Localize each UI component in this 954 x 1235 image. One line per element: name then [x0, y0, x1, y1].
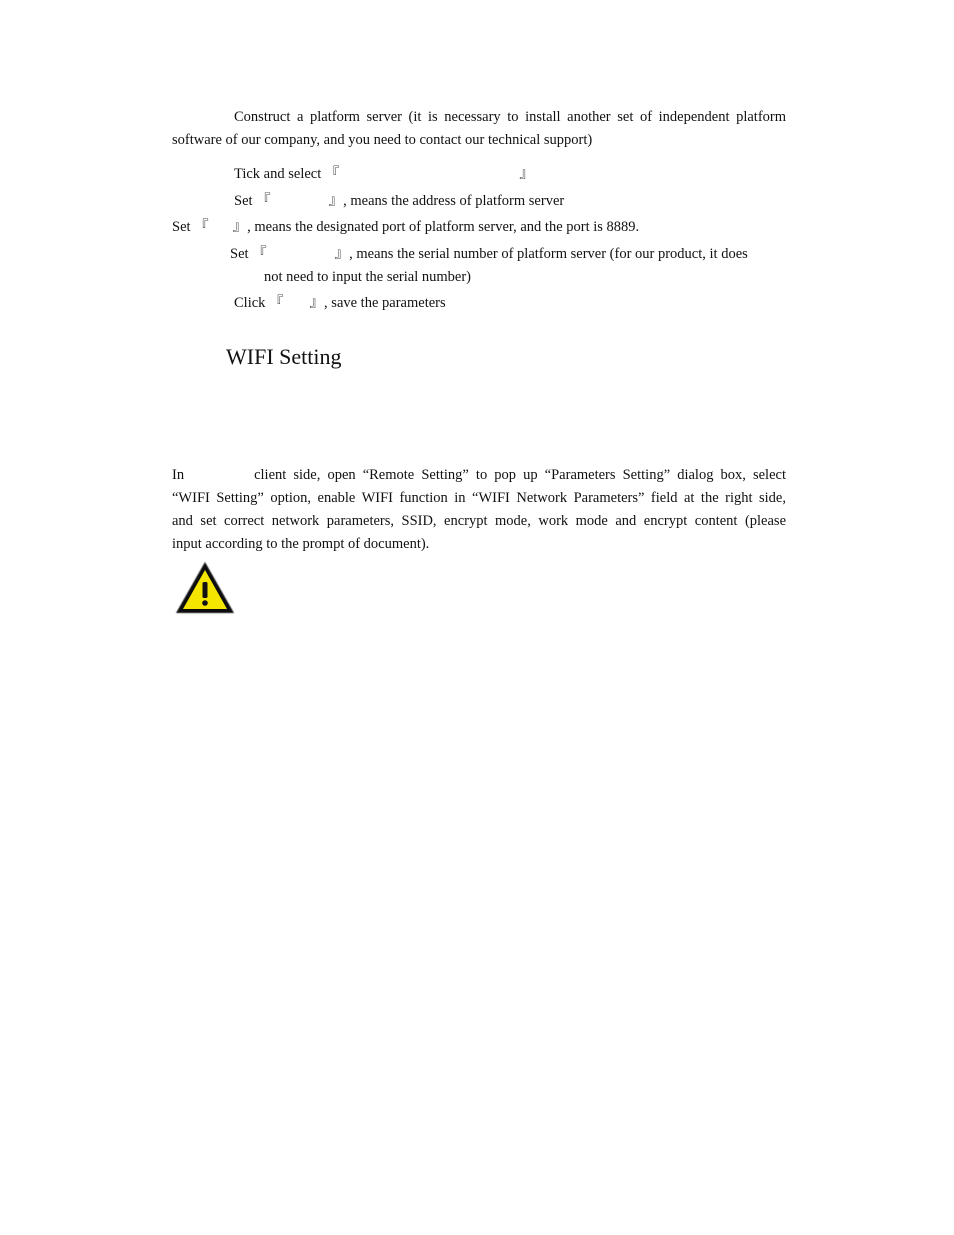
set-address-desc: , means the address of platform server: [343, 193, 565, 209]
set-port-line: [172, 217, 639, 237]
wifi-para-line4: input according to the prompt of document).: [172, 536, 430, 552]
bracket-open: 『: [269, 295, 284, 311]
wifi-para-line1: [172, 464, 786, 487]
set-serial-label: Set: [230, 246, 249, 262]
bracket-open: 『: [256, 193, 271, 209]
tick-select-line: [234, 164, 534, 184]
set-port-label: Set: [172, 219, 191, 235]
set-address-line: [234, 191, 564, 211]
platform-intro-text: [172, 106, 786, 129]
bracket-close: 』: [309, 295, 325, 311]
set-serial-line: [230, 244, 748, 264]
wifi-setting-heading: WIFI Setting: [226, 344, 342, 369]
platform-intro-line1: Construct a platform server (it is necessary to install another set of independent platform: [234, 109, 786, 125]
bracket-close: 』: [232, 219, 248, 235]
wifi-para-line3: and set correct network parameters, SSID, encrypt mode, work mode and encrypt content (please: [172, 513, 786, 529]
set-address-label: Set: [234, 193, 253, 209]
bracket-open: 『: [252, 246, 267, 262]
set-port-desc: , means the designated port of platform server, and the port is 8889.: [247, 219, 640, 235]
wifi-para-in: In: [172, 467, 185, 483]
bracket-close: 』: [519, 166, 534, 182]
bracket-open: 『: [194, 219, 209, 235]
click-save-desc: , save the parameters: [324, 295, 446, 311]
wifi-para-line1-rest: client side, open “Remote Setting” to pop up “Parameters Setting” dialog box, select: [254, 467, 786, 483]
bracket-close: 』: [328, 193, 344, 209]
wifi-para-line2: “WIFI Setting” option, enable WIFI function in “WIFI Network Parameters” field at the right side,: [172, 490, 786, 506]
bracket-close: 』: [334, 246, 350, 262]
click-save-line: [234, 293, 446, 313]
tick-select-label: Tick and select: [234, 166, 322, 182]
click-label: Click: [234, 295, 266, 311]
platform-intro-line2: software of our company, and you need to contact our technical support): [172, 132, 593, 148]
bracket-open: 『: [324, 166, 340, 182]
warning-triangle-icon: [174, 560, 236, 616]
set-serial-continuation: not need to input the serial number): [264, 269, 471, 285]
set-serial-desc: , means the serial number of platform server (for our product, it does: [349, 246, 748, 262]
